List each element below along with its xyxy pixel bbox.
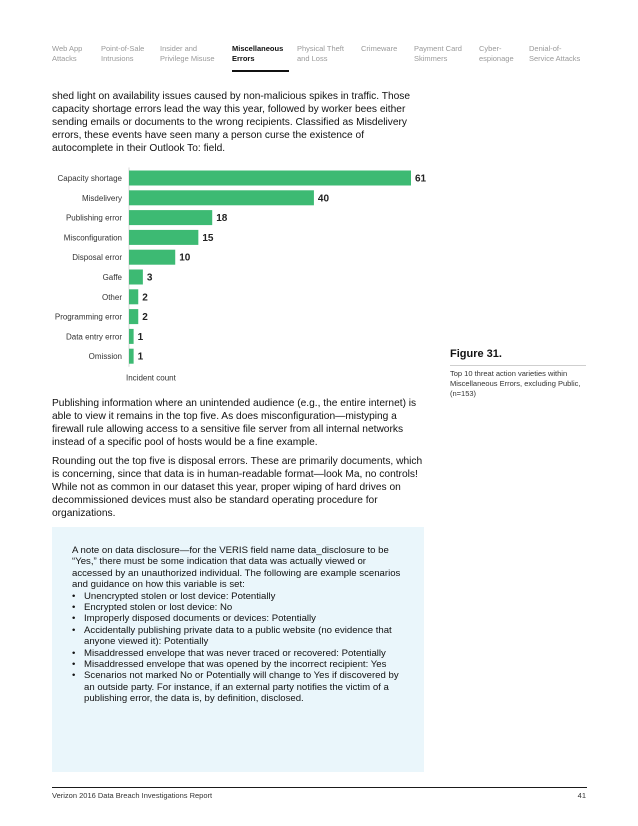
category-label: Misconfiguration [63,233,122,243]
value-label: 2 [142,292,148,304]
section-nav [0,44,638,74]
value-label: 15 [202,232,214,244]
note-item: • Accidentally publishing private data to a public website (no evidence that anyone viewed it): Potentially [72,625,407,648]
category-label: Omission [88,352,122,362]
figure-title: Figure 31. [450,348,502,360]
chart-bar [129,270,143,285]
value-label: 3 [146,272,153,284]
x-axis-label: Incident count [126,373,176,383]
chart-bar [129,210,212,225]
data-disclosure-note [52,527,424,772]
varieties-bar-chart [40,160,430,385]
note-item: • Scenarios not marked No or Potentially will change to Yes if discovered by an outside party. For instance, if an external party notifies the victim of a publishing error, the data is, by definition, disclosed. [72,670,407,704]
category-label: Data entry error [65,332,122,342]
intro-paragraph: shed light on availability issues caused by non-malicious spikes in traffic. Those capacity shortage errors lead the way this year, followed by worker bees either sending emails or documents to the wrong recipients. Classified as Misdelivery errors, these events have seen many a person curse the existence of autocomplete in their Outlook To: field. [52,91,411,154]
figure-caption: Top 10 threat action varieties within Miscellaneous Errors, excluding Public, (n=153) [450,369,581,398]
chart-bar [129,230,198,245]
nav-item-web-app-attacks[interactable]: Web App Attacks [52,44,83,63]
value-label: 18 [216,213,228,225]
nav-item-physical-theft[interactable]: Physical Theft and Loss [297,44,344,63]
category-label: Other [101,292,122,302]
nav-item-miscellaneous-errors[interactable]: Miscellaneous Errors [232,44,284,63]
chart-bar [129,250,175,265]
value-label: 1 [137,331,144,343]
nav-item-cyber-espionage[interactable]: Cyber- espionage [479,44,514,63]
nav-item-insider-misuse[interactable]: Insider and Privilege Misuse [160,44,215,63]
chart-bar [129,190,314,205]
category-label: Programming error [54,312,122,322]
chart-bar [129,309,138,324]
category-label: Publishing error [65,213,122,223]
value-label: 1 [137,351,144,363]
page-number: 41 [577,791,586,800]
category-label: Gaffe [102,273,122,282]
value-label: 40 [317,193,330,205]
value-label: 2 [142,312,148,324]
chart-bar [129,349,134,364]
category-label: Capacity shortage [57,174,122,183]
disposal-paragraph: Rounding out the top five is disposal errors. These are primarily documents, which is concerning, since that data is in human-readable format—look Ma, no controls! While not as common in our dataset this year, proper wiping of hard drives on decommissioned devices must also be standard operating procedure for organizations. [52,456,423,519]
note-intro: A note on data disclosure—for the VERIS field name data_disclosure to be “Yes,” there must be some indication that data was actually viewed or accessed by an unauthorized individual. The following are example scenarios and guidance on how this variable is set: [72,545,401,591]
note-item: • Encrypted stolen or lost device: No [72,602,407,613]
value-label: 10 [179,252,191,264]
category-label: Misdelivery [81,193,122,203]
figure-divider [450,365,586,366]
nav-item-point-of-sale[interactable]: Point-of-Sale Intrusions [101,44,145,63]
footer-divider [52,787,587,788]
note-item: • Improperly disposed documents or devices: Potentially [72,613,407,624]
category-label: Disposal error [72,253,122,263]
note-list [72,591,407,705]
nav-item-crimeware[interactable]: Crimeware [361,44,398,53]
note-item: • Misaddressed envelope that was opened by the incorrect recipient: Yes [72,659,407,670]
publishing-paragraph: Publishing information where an unintended audience (e.g., the entire internet) is able to view it remains in the top five. As does misconfiguration—mistyping a firewall rule allowing access to a sensitive file server from all internal networks instead of a specific pool of hosts would be a fine example. [52,398,417,448]
nav-item-payment-card-skimmers[interactable]: Payment Card Skimmers [414,44,462,63]
chart-bar [129,289,138,304]
note-item: • Unencrypted stolen or lost device: Potentially [72,591,407,602]
value-label: 61 [415,173,427,185]
chart-bar [129,171,411,186]
footer-report-title: Verizon 2016 Data Breach Investigations Report [52,791,213,800]
nav-item-denial-of-service[interactable]: Denial-of- Service Attacks [529,44,581,63]
chart-bar [129,329,134,344]
note-item: • Misaddressed envelope that was never traced or recovered: Potentially [72,648,407,659]
